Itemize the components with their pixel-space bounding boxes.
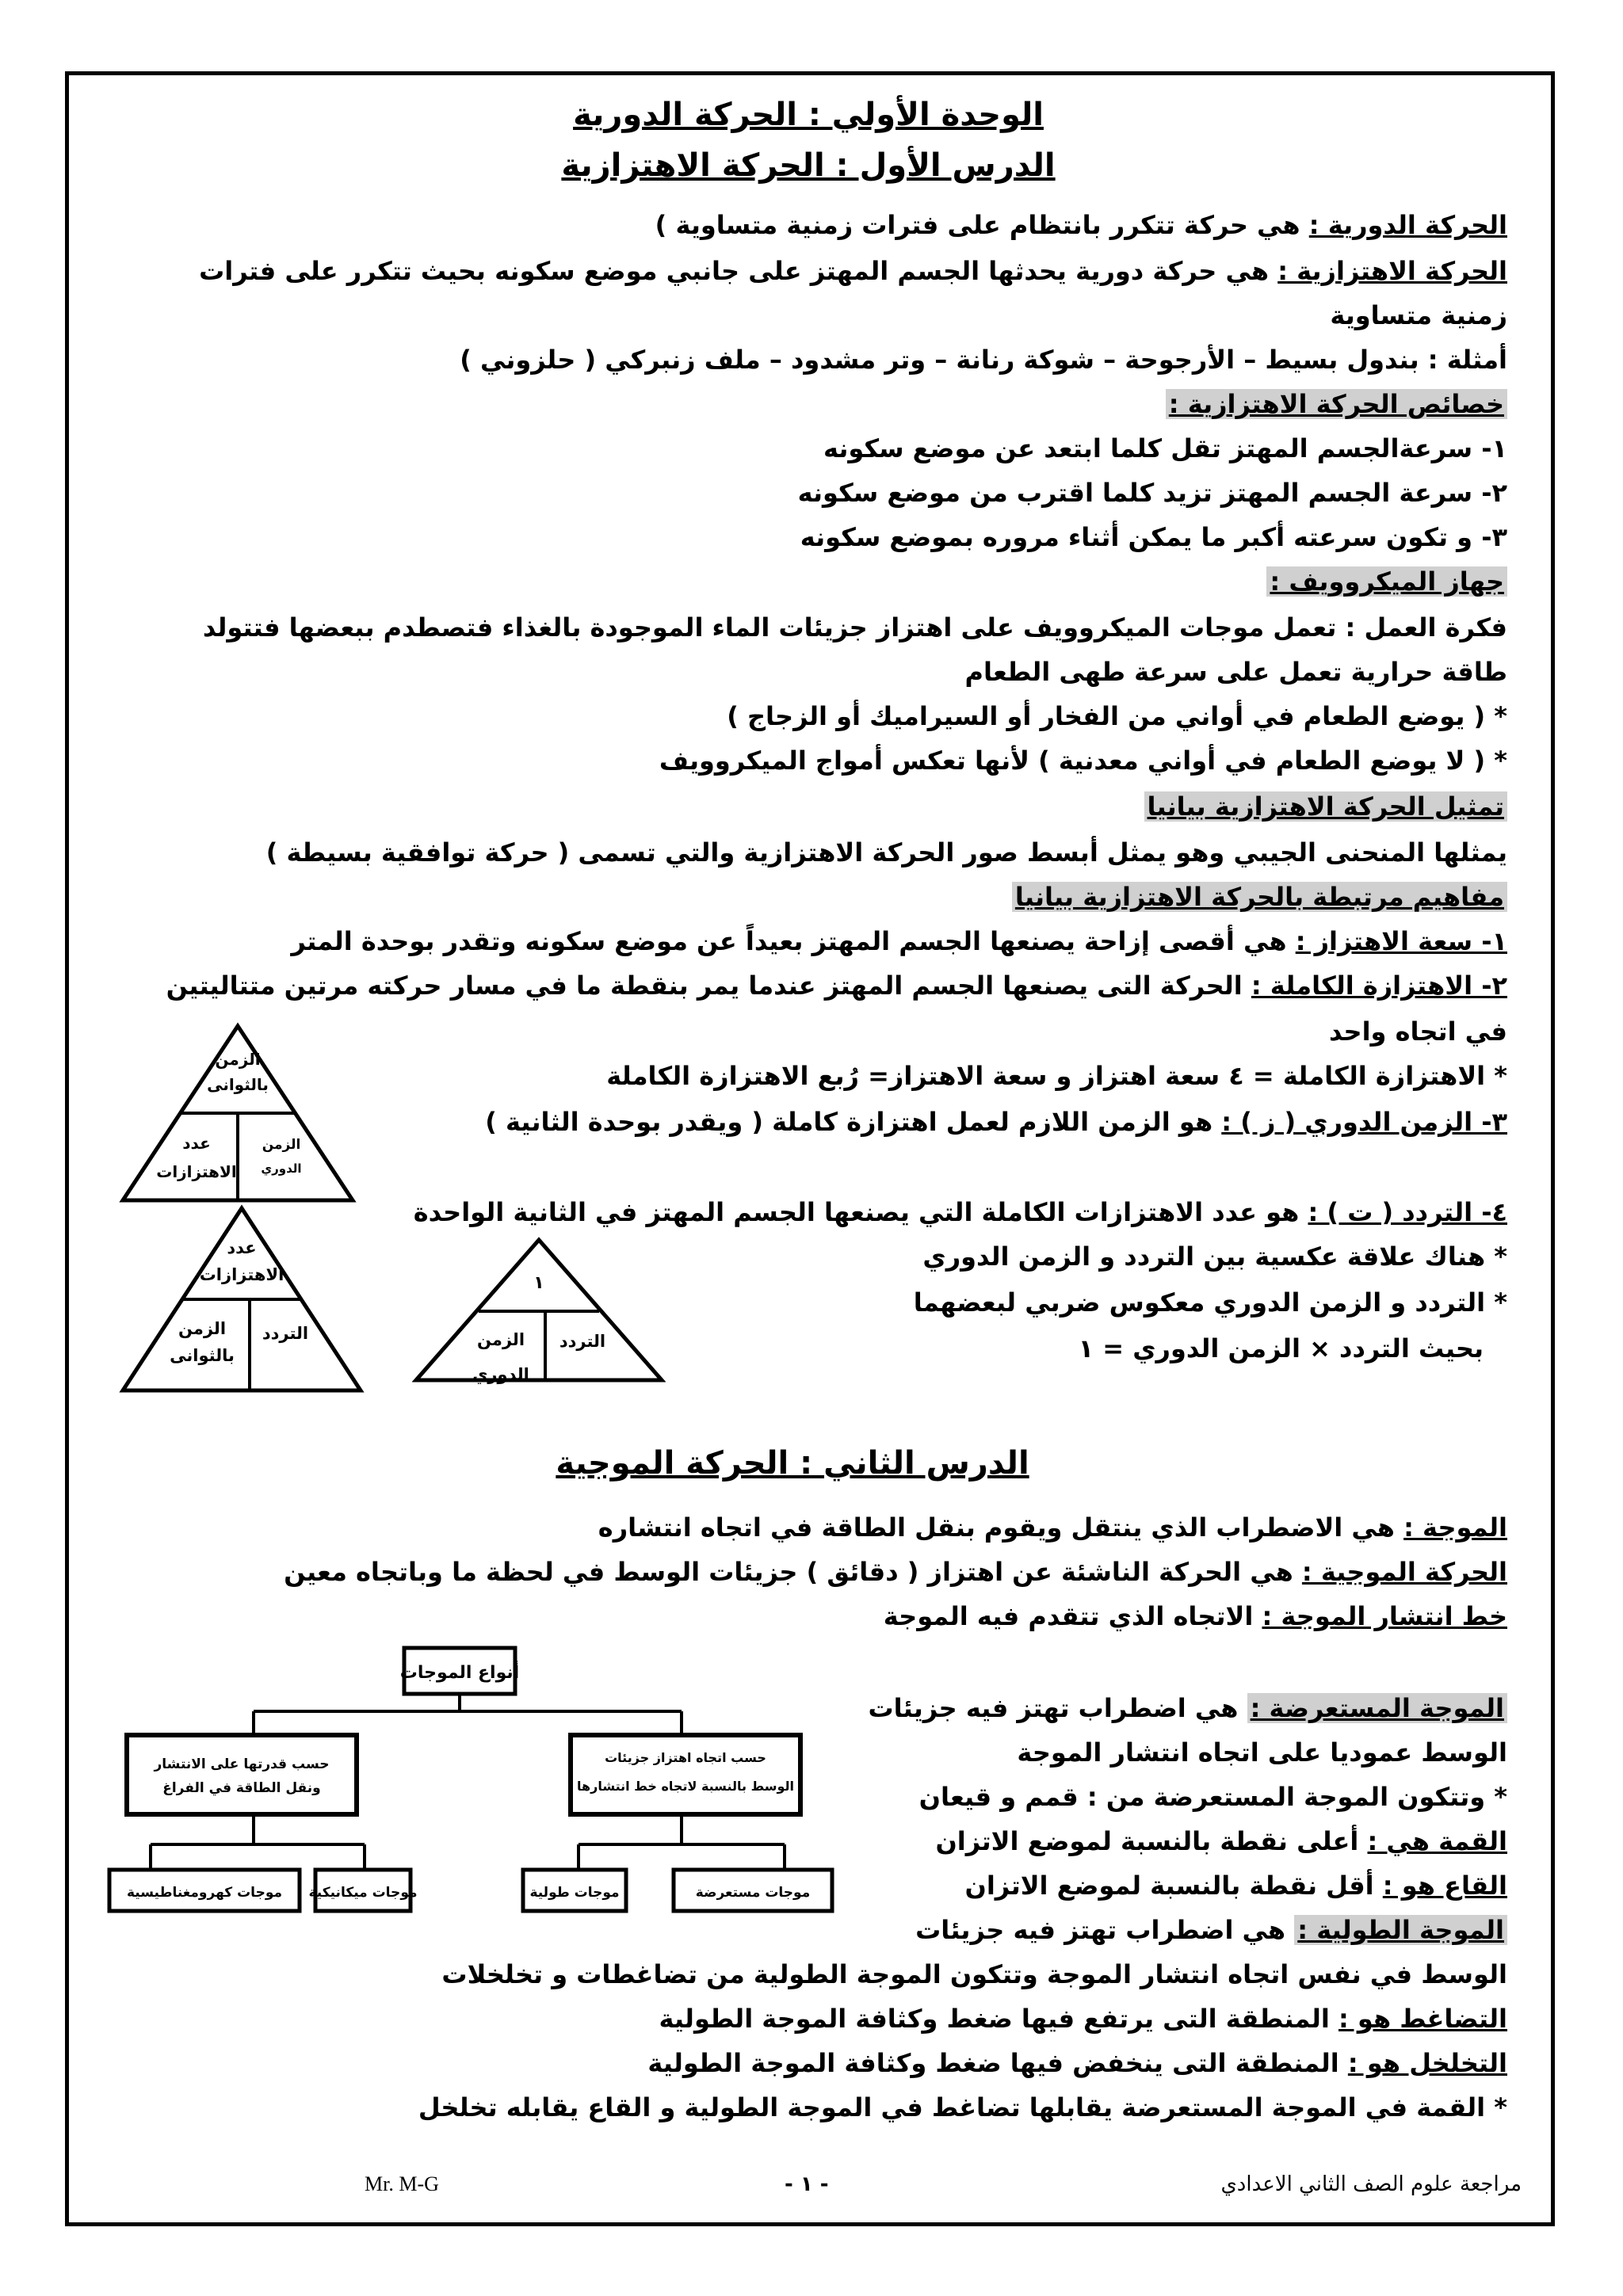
footer-course: مراجعة علوم الصف الثاني الاعدادي [1220,2172,1522,2196]
transverse-note: * وتتكون الموجة المستعرضة من : قمم و قيعان [918,1782,1507,1812]
transverse-def-cont: الوسط عموديا على اتجاه انتشار الموجة [1017,1737,1507,1768]
graph-text: يمثلها المنحنى الجيبي وهو يمثل أبسط صور الحركة الاهتزازية والتي تسمى ( حركة توافقية بسيطة ) [265,837,1507,868]
tri2-top-b: الاهتزازات [199,1265,285,1284]
tree-leaf-mech: موجات ميكانيكية [308,1885,418,1901]
graph-heading: تمثيل الحركة الاهتزازية بيانيا [1144,789,1508,824]
tree-left-branch-a: حسب قدرتها على الانتشار [154,1756,330,1772]
crest-def: القمة هي : أعلى نقطة بالنسبة لموضع الاتزان [935,1826,1507,1856]
oscillatory-def-cont: زمنية متساوية [1330,300,1507,330]
property-item: ٣- و تكون سرعته أكبر ما يمكن أثناء مروره بموضع سكونه [800,522,1507,552]
microwave-line: فكرة العمل : تعمل موجات الميكروويف على اهتزاز جزيئات الماء الموجودة بالغذاء فتصطدم ببعضها فتتولد [202,612,1507,643]
full-osc-def: ٢- الاهتزازة الكاملة : الحركة التى يصنعها الجسم المهتز عندما يمر بنقطة ما في مسار حركته مرتين متتاليتين [166,971,1507,1001]
tree-right-branch-b: الوسط بالنسبة لاتجاه خط انتشارها [577,1779,794,1794]
tri3-right: التردد [559,1332,606,1351]
tri1-right-b: الدوري [261,1161,302,1176]
footer-author: Mr. M-G [365,2172,439,2195]
tree-right-branch-a: حسب اتجاه اهتزاز جزيئات [605,1750,766,1765]
rarefaction-def: التخلخل هو : المنطقة التى ينخفض فيها ضغط وكثافة الموجة الطولية [647,2048,1507,2078]
tri2-right: التردد [262,1324,309,1343]
tri1-top-a: الزمن [215,1050,261,1069]
full-osc-def-cont: في اتجاه واحد [1329,1016,1507,1047]
def-text: هي حركة دورية يحدثها الجسم المهتز على جانبي موضع سكونه بحيث تتكرر على فترات [199,256,1270,286]
microwave-note: * ( لا يوضع الطعام في أواني معدنية ) لأنها تعكس أمواج الميكروويف [659,746,1507,776]
tri2-left-a: الزمن [178,1319,227,1338]
tree-leaf-em: موجات كهرومغناطيسية [126,1885,283,1901]
triangle-diagram-period [119,1022,357,1204]
examples-line: أمثلة : بندول بسيط – الأرجوحة – شوكة رنانة – وتر مشدود – ملف زنبركي ( حلزوني ) [460,345,1507,375]
longitudinal-def: الموجة الطولية : هي اضطراب تهتز فيه جزيئات [915,1913,1507,1947]
periodic-def [655,208,1507,242]
property-item: ١- سرعةالجسم المهتز تقل كلما ابتعد عن موضع سكونه [823,433,1507,463]
lesson1-title: الدرس الأول : الحركة الاهتزازية [561,147,1056,184]
tri3-left-a: الزمن [476,1330,525,1349]
microwave-line: طاقة حرارية تعمل على سرعة طهى الطعام [964,657,1507,687]
compression-def: التضاغط هو : المنطقة التى يرتفع فيها ضغط وكثافة الموجة الطولية [659,2004,1507,2034]
frequency-note: * التردد و الزمن الدوري معكوس ضربي لبعضهما [913,1287,1507,1318]
wave-motion-def: الحركة الموجية : هي الحركة الناشئة عن اهتزاز ( دقائق ) جزيئات الوسط في لحظة ما وباتجاه معين [284,1557,1507,1587]
transverse-def: الموجة المستعرضة : هي اضطراب تهتز فيه جزيئات [868,1691,1507,1726]
tri1-left-a: عدد [182,1134,211,1153]
tri2-left-b: بالثوانى [170,1346,235,1365]
footer-page-number: - ١ - [785,2172,829,2196]
term-label: الحركة الدورية : [1308,210,1507,240]
full-osc-relation: * الاهتزازة الكاملة = ٤ سعة اهتزاز و سعة الاهتزاز= رُبع الاهتزازة الكاملة [606,1061,1507,1091]
period-def: ٣- الزمن الدوري ( ز ) : هو الزمن اللازم لعمل اهتزازة كاملة ( ويقدر بوحدة الثانية ) [485,1107,1507,1137]
def-text: هي حركة تتكرر بانتظام على فترات زمنية متساوية ) [655,210,1300,240]
crest-compression-note: * القمة في الموجة المستعرضة يقابلها تضاغط في الموجة الطولية و القاع يقابله تخلخل [418,2092,1507,2122]
tri3-left-b: الدوري [472,1365,529,1384]
tri1-left-b: الاهتزازات [156,1162,237,1181]
tree-root: أنواع الموجات [399,1663,520,1683]
term-label: الحركة الاهتزازية : [1277,256,1507,286]
amplitude-def: ١- سعة الاهتزاز : هي أقصى إزاحة يصنعها الجسم المهتز بعيداً عن موضع سكونه وتقدر بوحدة المتر [291,926,1507,956]
propagation-line-def: خط انتشار الموجة : الاتجاه الذي تتقدم فيه الموجة [883,1601,1507,1631]
wave-def: الموجة : هي الاضطراب الذي ينتقل ويقوم بنقل الطاقة في اتجاه انتشاره [598,1512,1507,1543]
tri1-right-a: الزمن [262,1137,301,1153]
wave-types-tree [103,1632,848,1965]
lesson2-title: الدرس الثاني : الحركة الموجية [556,1445,1029,1482]
oscillatory-def [199,254,1507,288]
microwave-heading: جهاز الميكروويف : [1266,564,1507,599]
frequency-formula: بحيث التردد × الزمن الدوري = ١ [1078,1333,1484,1363]
property-item: ٢- سرعة الجسم المهتز تزيد كلما اقترب من موضع سكونه [797,478,1507,508]
frequency-def: ٤- التردد ( ت ) : هو عدد الاهتزازات الكاملة التي يصنعها الجسم المهتز في الثانية الواحدة [413,1197,1507,1227]
longitudinal-def-cont: الوسط في نفس اتجاه انتشار الموجة وتتكون الموجة الطولية من تضاغطات و تخلخلات [441,1959,1507,1989]
tri1-top-b: بالثوانى [207,1075,269,1094]
tree-leaf-trans: موجات مستعرضة [695,1885,811,1901]
tree-leaf-long: موجات طولية [529,1885,620,1901]
tri3-top: ١ [533,1273,544,1293]
triangle-diagram-relation [412,1236,666,1410]
tree-left-branch-b: ونقل الطاقة في الفراغ [162,1780,321,1796]
properties-heading: خصائص الحركة الاهتزازية : [1166,387,1507,421]
tri2-top-a: عدد [227,1238,257,1257]
triangle-diagram-frequency [119,1204,365,1394]
concepts-heading: مفاهيم مرتبطة بالحركة الاهتزازية بيانيا [1012,879,1507,914]
unit-title: الوحدة الأولي : الحركة الدورية [573,97,1044,133]
trough-def: القاع هو : أقل نقطة بالنسبة لموضع الاتزان [964,1871,1507,1901]
frequency-note: * هناك علاقة عكسية بين التردد و الزمن الدوري [922,1241,1507,1272]
microwave-note: * ( يوضع الطعام في أواني من الفخار أو السيراميك أو الزجاج ) [727,701,1507,731]
